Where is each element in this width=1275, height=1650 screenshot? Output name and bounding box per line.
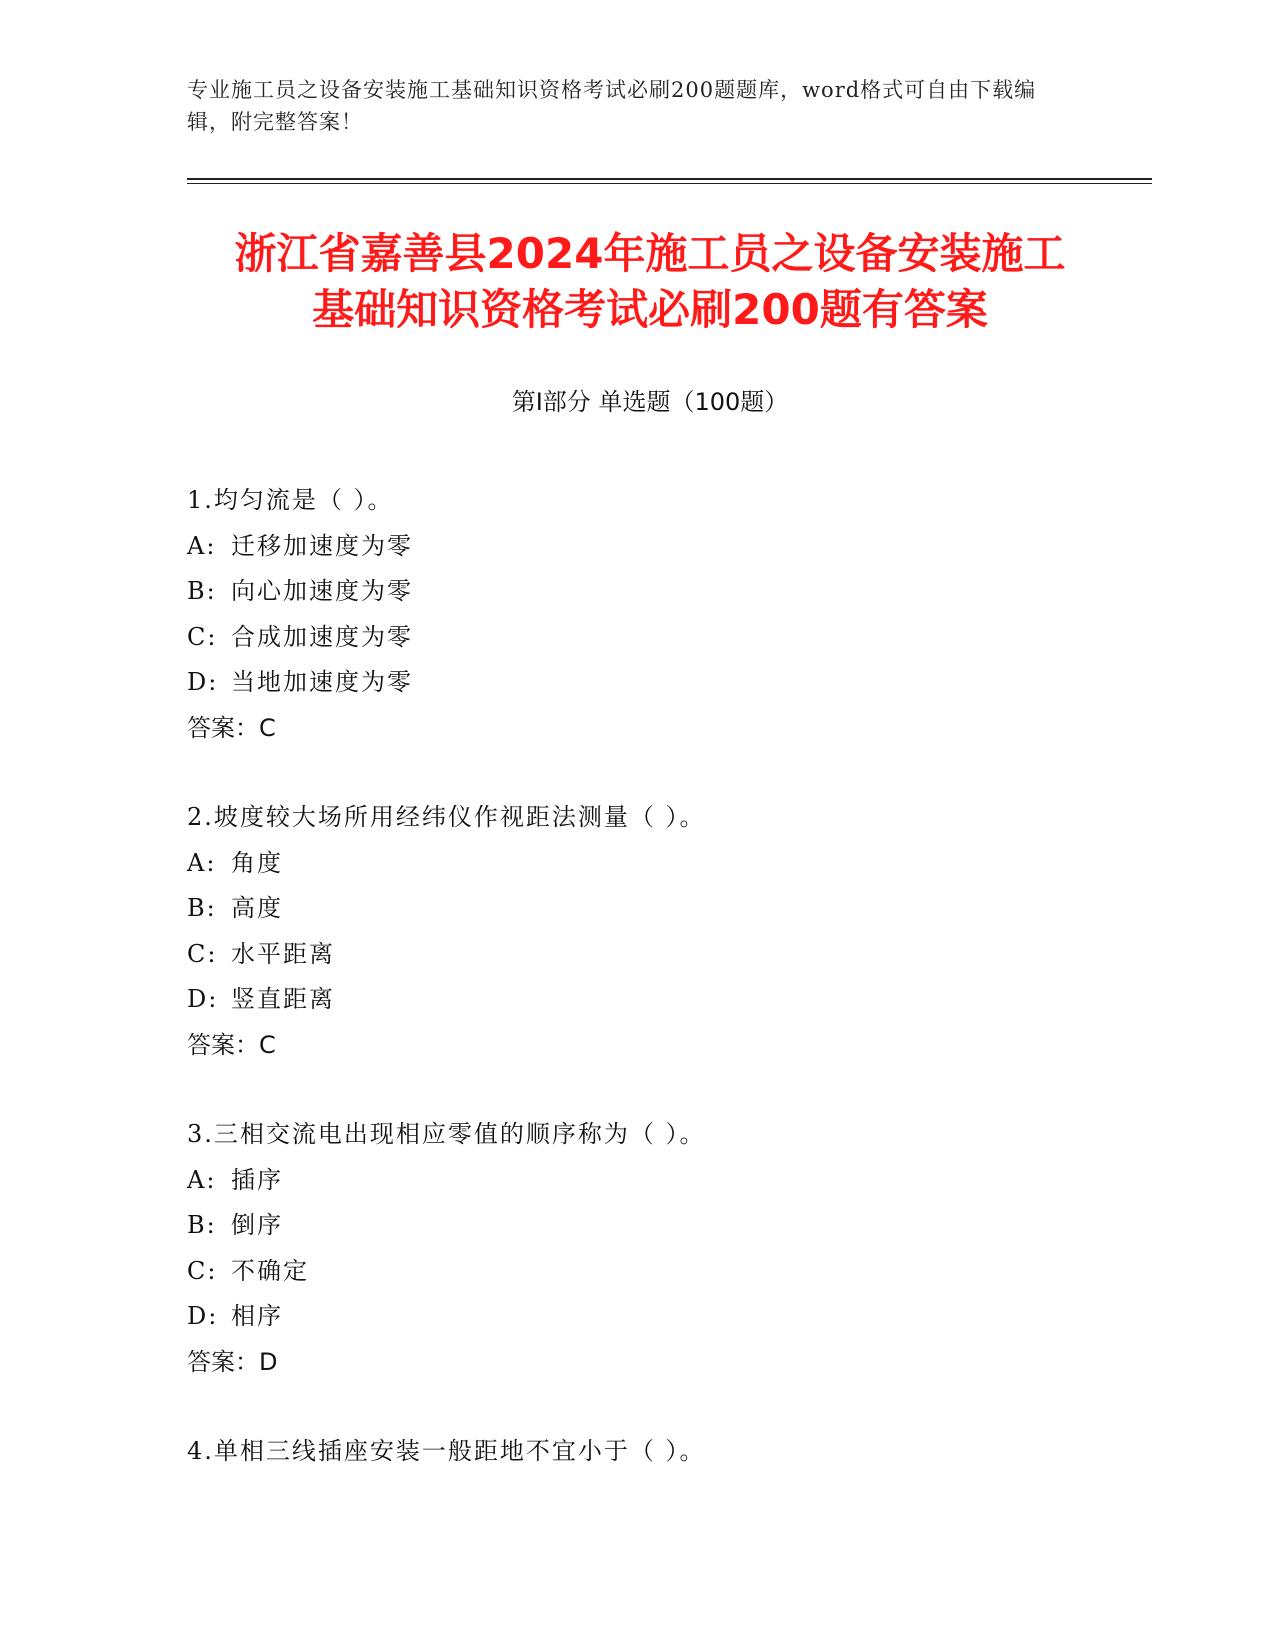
answer-line <box>187 1340 1147 1386</box>
option-a <box>187 841 1147 887</box>
option-key: A: <box>187 848 217 877</box>
option-d <box>187 660 1147 706</box>
option-key: B: <box>187 1211 217 1239</box>
question-stem: 4.单相三线插座安装一般距地不宜小于（ ）。 <box>187 1437 706 1465</box>
option-key: D: <box>187 985 219 1013</box>
option-text: 高度 <box>231 894 283 922</box>
option-text: 竖直距离 <box>231 985 335 1013</box>
question-stem: 3.三相交流电出现相应零值的顺序称为（ ）。 <box>187 1120 706 1148</box>
option-key: D: <box>187 668 219 696</box>
question-4 <box>187 1429 1147 1475</box>
title-line-1: 浙江省嘉善县2024年施工员之设备安装施工 <box>234 229 1066 278</box>
option-key: D: <box>187 1302 219 1330</box>
answer-label: 答案： <box>187 1030 259 1059</box>
option-a <box>187 1158 1147 1204</box>
title-line-2: 基础知识资格考试必刷200题有答案 <box>312 285 988 334</box>
document-title <box>150 226 1150 338</box>
option-text: 合成加速度为零 <box>231 622 413 651</box>
question-list <box>187 478 1147 1519</box>
question-1 <box>187 478 1147 751</box>
option-text: 插序 <box>231 1165 283 1194</box>
option-text: 相序 <box>231 1302 283 1330</box>
header-rule-thin <box>187 183 1152 184</box>
option-key: A: <box>187 1165 217 1194</box>
option-key: C: <box>187 622 218 651</box>
option-text: 不确定 <box>231 1256 309 1285</box>
section-heading: 第Ⅰ部分 单选题（100题） <box>511 388 789 416</box>
question-stem: 1.均匀流是（ ）。 <box>187 486 394 514</box>
option-text: 迁移加速度为零 <box>231 531 413 560</box>
header-note: 专业施工员之设备安装施工基础知识资格考试必刷200题题库，word格式可自由下载编辑，附完整答案！ <box>187 78 1037 134</box>
answer-value: D <box>259 1347 278 1376</box>
option-a <box>187 524 1147 570</box>
option-text: 倒序 <box>231 1211 283 1239</box>
answer-value: C <box>259 1030 276 1059</box>
option-key: C: <box>187 1256 218 1285</box>
option-d <box>187 977 1147 1023</box>
option-key: B: <box>187 894 217 922</box>
option-b <box>187 886 1147 932</box>
answer-line <box>187 706 1147 752</box>
option-key: B: <box>187 577 217 605</box>
option-key: C: <box>187 939 218 968</box>
option-text: 当地加速度为零 <box>231 668 413 696</box>
option-c <box>187 932 1147 978</box>
answer-line <box>187 1023 1147 1069</box>
option-text: 水平距离 <box>231 939 335 968</box>
answer-label: 答案： <box>187 713 259 742</box>
option-text: 角度 <box>231 848 283 877</box>
option-c <box>187 615 1147 661</box>
option-key: A: <box>187 531 217 560</box>
question-stem: 2.坡度较大场所用经纬仪作视距法测量（ ）。 <box>187 803 706 831</box>
question-3 <box>187 1112 1147 1385</box>
question-2 <box>187 795 1147 1068</box>
answer-value: C <box>259 713 276 742</box>
option-c <box>187 1249 1147 1295</box>
option-d <box>187 1294 1147 1340</box>
option-text: 向心加速度为零 <box>231 577 413 605</box>
option-b <box>187 1203 1147 1249</box>
answer-label: 答案： <box>187 1347 259 1376</box>
option-b <box>187 569 1147 615</box>
header-rule-thick <box>187 178 1152 180</box>
